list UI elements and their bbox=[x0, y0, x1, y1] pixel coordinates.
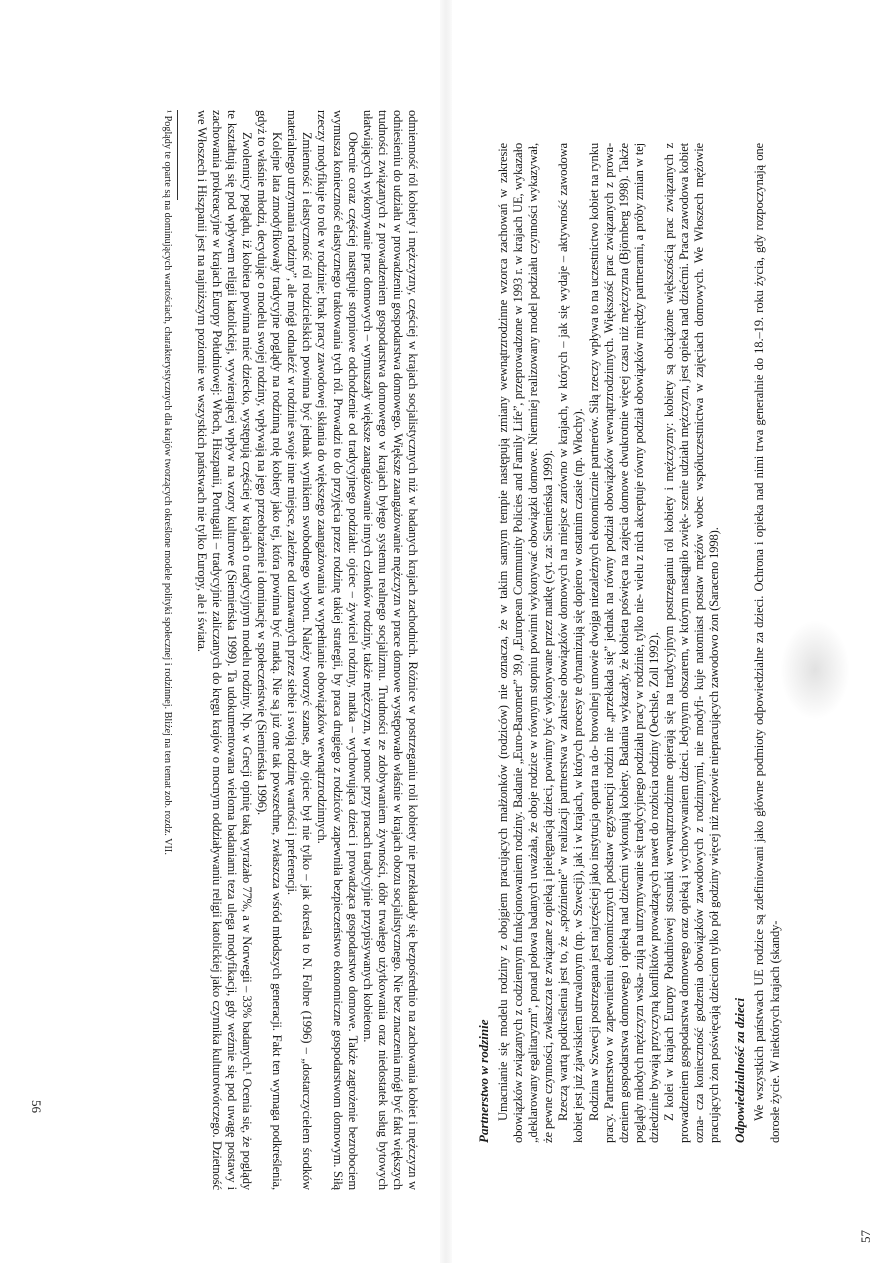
page-number: 56 bbox=[29, 1100, 44, 1113]
paragraph: We wszystkich państwach UE rodzice są zdefiniowani jako główne podmioty odpowiedzialne za dzieci. Ochrona i opieka nad nimi trwa generalnie do 18.–19. roku życia, gdy rozpoczynają one dorosłe życie. W niektórych krajach (skandy- bbox=[752, 143, 782, 1143]
book-spine bbox=[440, 0, 452, 1263]
paragraph: Kolejne lata zmodyfikowały tradycyjne poglądy na rodzinną rolę kobiety jako tej, która powinna być matką. Nie są już one tak powszechne, zwłaszcza wśród młodszych generacji. Fakt ten wymaga podkreślenia, gdyż to właśnie młodzi, decydując o modelu swojej rodziny, wpływają na jego przeobrażenie i dominację w społeczeństwie (Siemieńska 1996). bbox=[255, 110, 285, 1190]
right-page bbox=[452, 0, 892, 1263]
footnote: ¹ Poglądy te oparte są na dominujących wartościach, charakterystycznych dla krajów tworzących określone modele polityki społecznej i rodzinnej. Bliżej na ten temat zob. rozdz. VII. bbox=[161, 110, 173, 855]
paragraph: Obecnie coraz częściej następuje stopniowe odchodzenie od tradycyjnego podziału: ojciec – żywiciel rodziny, matka – wychowująca dzieci i prowadząca gospodarstwo domowe. Także zagrożenie bezrobociem wymusza konieczność elastycznego traktowania tych ról. Prowadzi to do przyjęcia przez rodzinę takiej strategii, by praca drugiego z rodziców zapewniła bezpieczeństwo ekonomiczne gospodarstwom domowym. Siłą rzeczy modyfikuje to role w rodzinie; brak pracy zawodowej skłania do większego zaangażowania w wypełnianie obowiązków wewnątrzrodzinnych. bbox=[315, 110, 360, 1190]
paragraph: Zwolennicy poglądu, iż kobieta powinna mieć dziecko, występują częściej w krajach o tradycyjnym modelu rodziny. Np. w Grecji opinię taką wyrażało 77%, a w Norwegii – 33% badanych.¹ Ocenia się, że poglądy te kształtują się pod wpływem religii katolickiej, wywierającej wpływ na wzory kulturowe (Siemieńska 1999). Ta udokumentowana wieloma badaniami teza ulega modyfikacji, gdy weźmie się pod uwagę postawy i zachowania prokreacyjne w krajach Europy Południowej: Włoch, Hiszpanii, Portugalii – tradycyjnie zaliczanych do kręgu krajów o mocnym oddziaływaniu religii katolickiej jako czynnika kulturotwórczego. Dzietność we Włoszech i Hiszpanii jest na najniższym poziomie we wszystkich państwach nie tylko Europy, ale i świata. bbox=[194, 110, 254, 1190]
footnote-divider bbox=[177, 110, 178, 200]
paragraph: Zmienność i elastyczność ról rodzicielskich powinna być jednak wynikiem swobodnego wyboru. Należy tworzyć szanse, aby ojciec był nie tylko – jak określa to N. Folbre (1996) – „dostarczycielem środków materialnego utrzymania rodziny”, ale mógł odnaleźć w rodzinie swoje inne miejsce, zależne od uznawanych przez siebie i swoją rodzinę wartości i preferencji. bbox=[285, 110, 315, 1190]
paragraph: Rodzina w Szwecji postrzegana jest najczęściej jako instytucja oparta na do- browolnej umowie dwojga niezależnych ekonomicznie partnerów. Siłą rzeczy wpływa to na uczestnictwo kobiet na rynku pracy. Partnerstwo w zapewnieniu ekonomicznych podstaw egzystencji rodzin nie „przekłada się” jednak na równy podział obowiązków wewnątrzrodzinnych. Większość prac związanych z prowa- dzeniem gospodarstwa domowego i opieką nad dziećmi wykonują kobiety. Badania wykazały, że kobieta poświęca na zajęcia domowe dwukrotnie więcej czasu niż mężczyzna (Björnberg 1998). Także poglądy młodych mężczyzn wska- zują na utrzymywanie się tradycyjnego podziału pracy w rodzinie, tylko nie- wielu z nich akceptuje równy podział obowiązków między partnerami, a próby zmian w tej dziedzinie bywają przyczyną konfliktów prowadzących nawet do rozbicia rodziny (Oechsle, Zoll 1992). bbox=[586, 143, 661, 1143]
right-page-text bbox=[466, 143, 866, 1143]
left-page-text bbox=[20, 110, 420, 1190]
section-heading: Odpowiedzialność za dzieci bbox=[732, 997, 748, 1143]
left-page bbox=[0, 0, 440, 1263]
section-heading: Partnerstwo w rodzinie bbox=[476, 1019, 491, 1143]
paragraph: odmienność ról kobiety i mężczyzny, częściej w krajach socjalistycznych niż w badanych krajach zachodnich. Różnice w postrzeganiu roli kobiety nie przekładały się bezpośrednio na zachowania kobiet i mężczyzn w odniesieniu do udziału w prowadzeniu gospodarstwa domowego. Większe zaangażowanie mężczyzn w prace domowe występowało właśnie w krajach obozu socjalistycznego. Nie bez znaczenia mógł być fakt większych trudności związanych z prowadzeniem gospodarstwa domowego w krajach byłego systemu realnego socjalizmu. Trudności ze zdobywaniem żywności, dóbr trwałego użytkowania oraz niedostatek usług bytowych ułatwiających wykonywanie prac domowych – wymuszały większe zaangażowanie innych członków rodziny, także mężczyzn, w pomoc przy pracach tradycyjnie przypisywanych kobietom. bbox=[360, 110, 420, 1190]
page-number: 57 bbox=[858, 1230, 873, 1243]
paragraph: Z kolei w krajach Europy Południowej stosunki wewnątrzrodzinne opierają się na tradycyjnym postrzeganiu ról kobiety i mężczyzny: kobiety są obciążone większością prac związanych z prowadzeniem gospodarstwa domowego oraz opieką i wychowywaniem dzieci. Jedynym obszarem, w którym nastąpiło zwięk- szenie udziału mężczyzn, jest opieka nad dziećmi. Praca zawodowa kobiet ozna- cza konieczność godzenia obowiązków zawodowych z rodzinnymi, nie modyfi- kuje natomiast postaw mężów wobec współuczestnictwa w zajęciach domowych. We Włoszech mężowie pracujących żon poświęcają dzieciom tylko pół godziny więcej niż mężowie niepracujących zawodowo żon (Saraceno 1998). bbox=[662, 143, 722, 1143]
paragraph: Rzeczą wartą podkreślenia jest to, że „spóźnienie” w realizacji partnerstwa w zakresie obowiązków domowych na miejsce zarówno w krajach, w których – jak się wydaje – aktywność zawodowa kobiet jest już zjawiskiem utrwalonym (np. w Szwecji), jak i w krajach, w których procesy te dynamizują się dopiero w ostatnim czasie (np. Włochy). bbox=[556, 143, 586, 1143]
paragraph: Umacnianie się modelu rodziny z obojgiem pracujących małżonków (rodziców) nie oznacza, że w takim samym tempie następują zmiany wewnątrzrodzinne wzorca zachowań w zakresie obowiązków związanych z codziennym funkcjonowaniem rodziny. Badanie „Euro-Barometr” 39,0 „European Community Policies and Family Life”, przeprowadzone w 1993 r. w krajach UE, wykazało „deklarowany egalitaryzm”, ponad połowa badanych uważała, że oboje rodzice w równym stopniu powinni wykonywać obowiązki domowe. Niemniej realizowany model podziału czynności wykazywał, że pewne czynności, zwłaszcza te związane z opieką i pielęgnacją dzieci, powinny być wykonywane przez matkę (cyt. za: Siemieńska 1999). bbox=[496, 143, 556, 1143]
